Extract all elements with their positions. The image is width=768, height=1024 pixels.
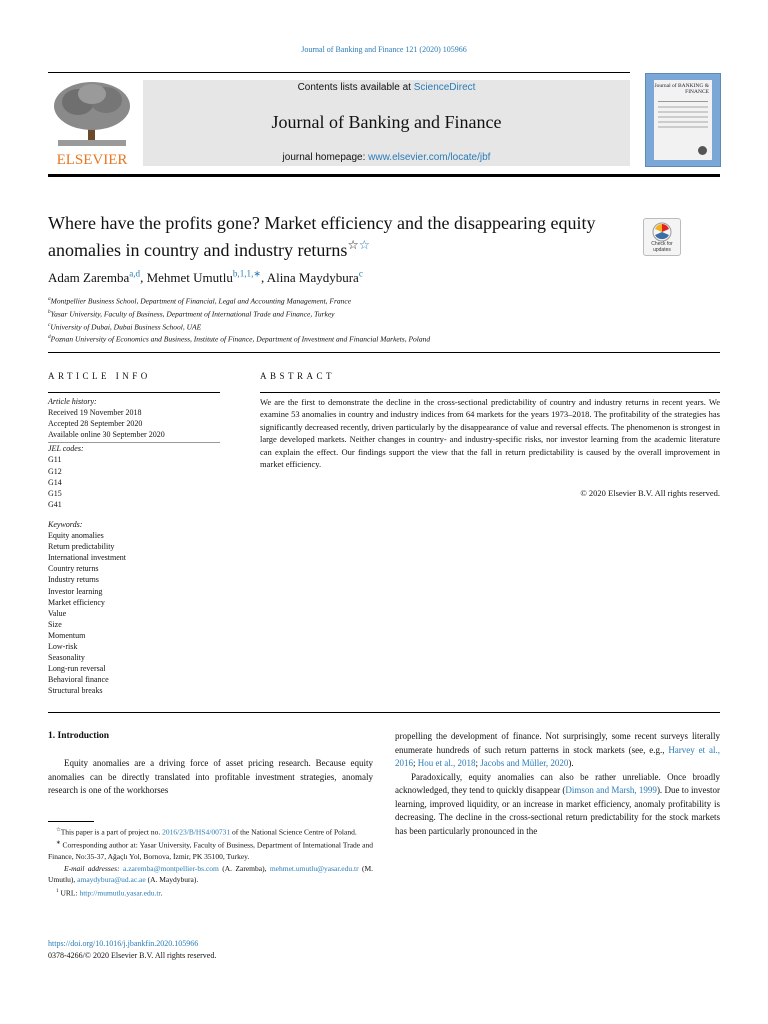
intro-paragraph: Equity anomalies are a driving force of asset pricing research. Because equity anomalies can be directly translated into profitable investment strategies, anomaly research is one of the workhorses — [48, 758, 373, 795]
history-item: Accepted 28 September 2020 — [48, 419, 143, 429]
keyword: Momentum — [48, 630, 86, 640]
paragraph-text: ). Due to investor learning, improved liquidity, or an increase in market efficiency, anomaly profitability is decreasing. The decline in the cross-sectional return predictability for the stock markets has been particularly pronounced in the — [395, 785, 720, 836]
elsevier-tree-icon — [48, 80, 136, 166]
url-link[interactable]: http://mumutlu.yasar.edu.tr — [79, 888, 161, 897]
jel-code: G12 — [48, 466, 62, 476]
article-identifiers — [48, 938, 216, 961]
affiliation-text: Montpellier Business School, Department of Financial, Legal and Accounting Management, France — [50, 296, 352, 306]
intro-right-column — [395, 730, 720, 838]
footnote-text: . — [160, 888, 163, 897]
header-thick-rule — [48, 174, 720, 177]
affiliation-key: a — [48, 296, 51, 302]
title-footnote-marker: ☆ — [347, 238, 359, 252]
footnote — [48, 838, 373, 863]
history-title: Article history: — [48, 397, 97, 406]
publisher-wordmark: ELSEVIER — [56, 152, 128, 166]
affiliation-key: b — [48, 308, 51, 315]
contents-line — [143, 82, 630, 93]
keyword: Low-risk — [48, 641, 78, 651]
jel-code: G11 — [48, 455, 62, 465]
author-affiliation-link[interactable]: b,1,1,∗ — [232, 269, 261, 279]
affiliation — [48, 307, 430, 320]
keyword: Country returns — [48, 564, 99, 574]
email-owner: (A. Zaremba), — [218, 863, 270, 873]
email-link[interactable]: amaydybura@ud.ac.ae — [77, 875, 146, 884]
author — [147, 270, 267, 285]
journal-title: Journal of Banking and Finance — [271, 112, 502, 132]
footnote-text: Corresponding author at: Yasar University, Faculty of Business, Department of International Trade and Finance, No:35-37, Ağaçlı Yol, Bornova, İzmir, PK 35100, Turkey. — [48, 840, 374, 861]
homepage-line — [143, 152, 630, 163]
jel-code: G41 — [48, 499, 62, 509]
author — [48, 270, 147, 285]
author-separator: , — [260, 270, 267, 286]
citation-separator: ; — [475, 758, 481, 768]
affiliation-key: d — [48, 334, 51, 341]
footnote-text: This paper is a part of project no. — [60, 827, 163, 837]
author — [267, 270, 363, 285]
author-affiliation-link[interactable]: a,d — [129, 269, 141, 279]
keyword: Equity anomalies — [48, 531, 104, 541]
keywords-title: Keywords: — [48, 519, 83, 529]
homepage-prefix: journal homepage: — [282, 152, 369, 163]
crossmark-label: Check for updates — [651, 241, 673, 253]
footnote-marker: 1 — [56, 887, 59, 894]
footnote-rule — [48, 821, 94, 822]
citation-link[interactable]: Harvey et al., 2016 — [395, 744, 720, 768]
citation-link[interactable]: Jacobs and Müller, 2020 — [480, 758, 569, 768]
affiliation-text: Yasar University, Faculty of Business, Department of International Trade and Finance, Turkey — [50, 309, 335, 319]
elsevier-logo — [48, 80, 136, 166]
article-title-text: Where have the profits gone? Market efficiency and the disappearing equity anomalies in country and industry returns — [48, 213, 596, 260]
author-name: Alina Maydybura — [266, 270, 359, 286]
keyword: Industry returns — [48, 575, 99, 585]
author-name: Adam Zaremba — [48, 270, 130, 286]
abstract-rule — [260, 392, 720, 393]
footnote — [48, 886, 373, 899]
jel-title: JEL codes: — [48, 444, 84, 454]
intro-paragraph-continued — [395, 730, 720, 771]
history-item: Available online 30 September 2020 — [48, 430, 165, 440]
history-item: Received 19 November 2018 — [48, 408, 142, 418]
paragraph-text: Paradoxically, equity anomalies can also be rather unreliable. Once broadly acknowledged, they tend to quickly disappear ( — [395, 771, 720, 795]
sciencedirect-link[interactable]: ScienceDirect — [413, 82, 476, 93]
issn-line: 0378-4266/© 2020 Elsevier B.V. All rights reserved. — [48, 950, 217, 960]
article-title — [48, 212, 638, 261]
doi-link[interactable]: https://doi.org/10.1016/j.jbankfin.2020.105966 — [48, 939, 199, 948]
affiliation — [48, 332, 430, 345]
email-label: E-mail addresses: — [64, 863, 120, 873]
contents-prefix: Contents lists available at — [297, 82, 414, 93]
author-list — [48, 269, 363, 286]
email-link[interactable]: mehmet.umutlu@yasar.edu.tr — [269, 863, 359, 873]
email-link[interactable]: a.zaremba@montpellier-bs.com — [122, 863, 219, 873]
title-footnote-link[interactable]: ☆ — [358, 238, 371, 252]
email-owner: (A. Maydybura). — [145, 875, 199, 884]
section-rule — [48, 352, 720, 353]
cover-title: Journal of BANKING & FINANCE — [654, 83, 709, 95]
journal-citation[interactable]: Journal of Banking and Finance 121 (2020) 105966 — [301, 45, 467, 54]
journal-cover[interactable] — [645, 73, 721, 167]
abstract-heading: ABSTRACT — [260, 371, 336, 381]
check-for-updates-button[interactable] — [643, 218, 681, 256]
jel-code: G15 — [48, 488, 62, 498]
email-owner: (M. Umutlu), — [48, 863, 374, 884]
footnote — [48, 825, 373, 838]
abstract-text: We are the first to demonstrate the decline in the cross-sectional predictability of country and industry returns in recent years. We examine 53 anomalies in country and industry indices from 64 markets for the years 1973–2018. The profitability of the strategies has significantly decreased recently, driven particularly by the disappearance of value and reversal effects. The phenomenon is strongest in large developed markets. Neither changes in country- and industry-specific risks, nor investor learning from the academic literature can explain the effect. Our findings support the view that the fall in return predictability is caused by the overall improvement in market efficiency. — [260, 397, 720, 470]
article-info-panel — [48, 396, 220, 696]
keyword: Size — [48, 619, 62, 629]
keyword: Investor learning — [48, 586, 103, 596]
abstract-copyright: © 2020 Elsevier B.V. All rights reserved. — [580, 488, 720, 498]
footnote-marker: ☆ — [56, 827, 61, 833]
jel-code: G14 — [48, 477, 62, 487]
paragraph-text: propelling the development of finance. Not surprisingly, some recent surveys literally enumerate hundreds of such return patterns in stock markets (see, e.g., — [395, 731, 720, 755]
citation-link[interactable]: Dimson and Marsh, 1999 — [565, 785, 657, 795]
affiliation-key: c — [48, 321, 51, 328]
author-name: Mehmet Umutlu — [146, 270, 233, 286]
intro-paragraph — [395, 771, 720, 839]
header-rule — [48, 72, 630, 73]
citation-separator: ; — [413, 758, 418, 768]
footnote-emails — [48, 863, 373, 886]
author-separator: , — [140, 270, 147, 286]
project-link[interactable]: 2016/23/B/HS4/00731 — [162, 827, 231, 837]
affiliation — [48, 294, 430, 307]
keyword: Return predictability — [48, 542, 115, 552]
section-rule — [48, 712, 720, 713]
article-info-heading: ARTICLE INFO — [48, 371, 151, 381]
affiliation-text: University of Dubai, Dubai Business School, UAE — [50, 322, 202, 332]
author-affiliation-link[interactable]: c — [358, 269, 363, 279]
citation-link[interactable]: Hou et al., 2018 — [417, 758, 476, 768]
section-heading: 1. Introduction — [48, 731, 110, 741]
keyword: International investment — [48, 553, 126, 563]
article-info-rule — [48, 392, 220, 393]
footnotes — [48, 825, 373, 899]
footnote-text: of the National Science Centre of Poland. — [230, 827, 357, 837]
footnote-marker: ∗ — [56, 840, 61, 846]
affiliations — [48, 294, 430, 345]
url-label: URL: — [60, 888, 80, 897]
homepage-link[interactable]: www.elsevier.com/locate/jbf — [368, 152, 491, 163]
keyword: Market efficiency — [48, 597, 105, 607]
affiliation — [48, 320, 430, 333]
keyword: Behavioral finance — [48, 675, 109, 685]
keyword: Seasonality — [48, 653, 85, 663]
affiliation-text: Poznan University of Economics and Business, Institute of Finance, Department of Investment and Financial Markets, Poland — [50, 334, 431, 344]
paragraph-text: ). — [568, 758, 574, 768]
keyword: Value — [48, 608, 67, 618]
keyword: Structural breaks — [48, 686, 103, 696]
keyword: Long-run reversal — [48, 664, 106, 674]
